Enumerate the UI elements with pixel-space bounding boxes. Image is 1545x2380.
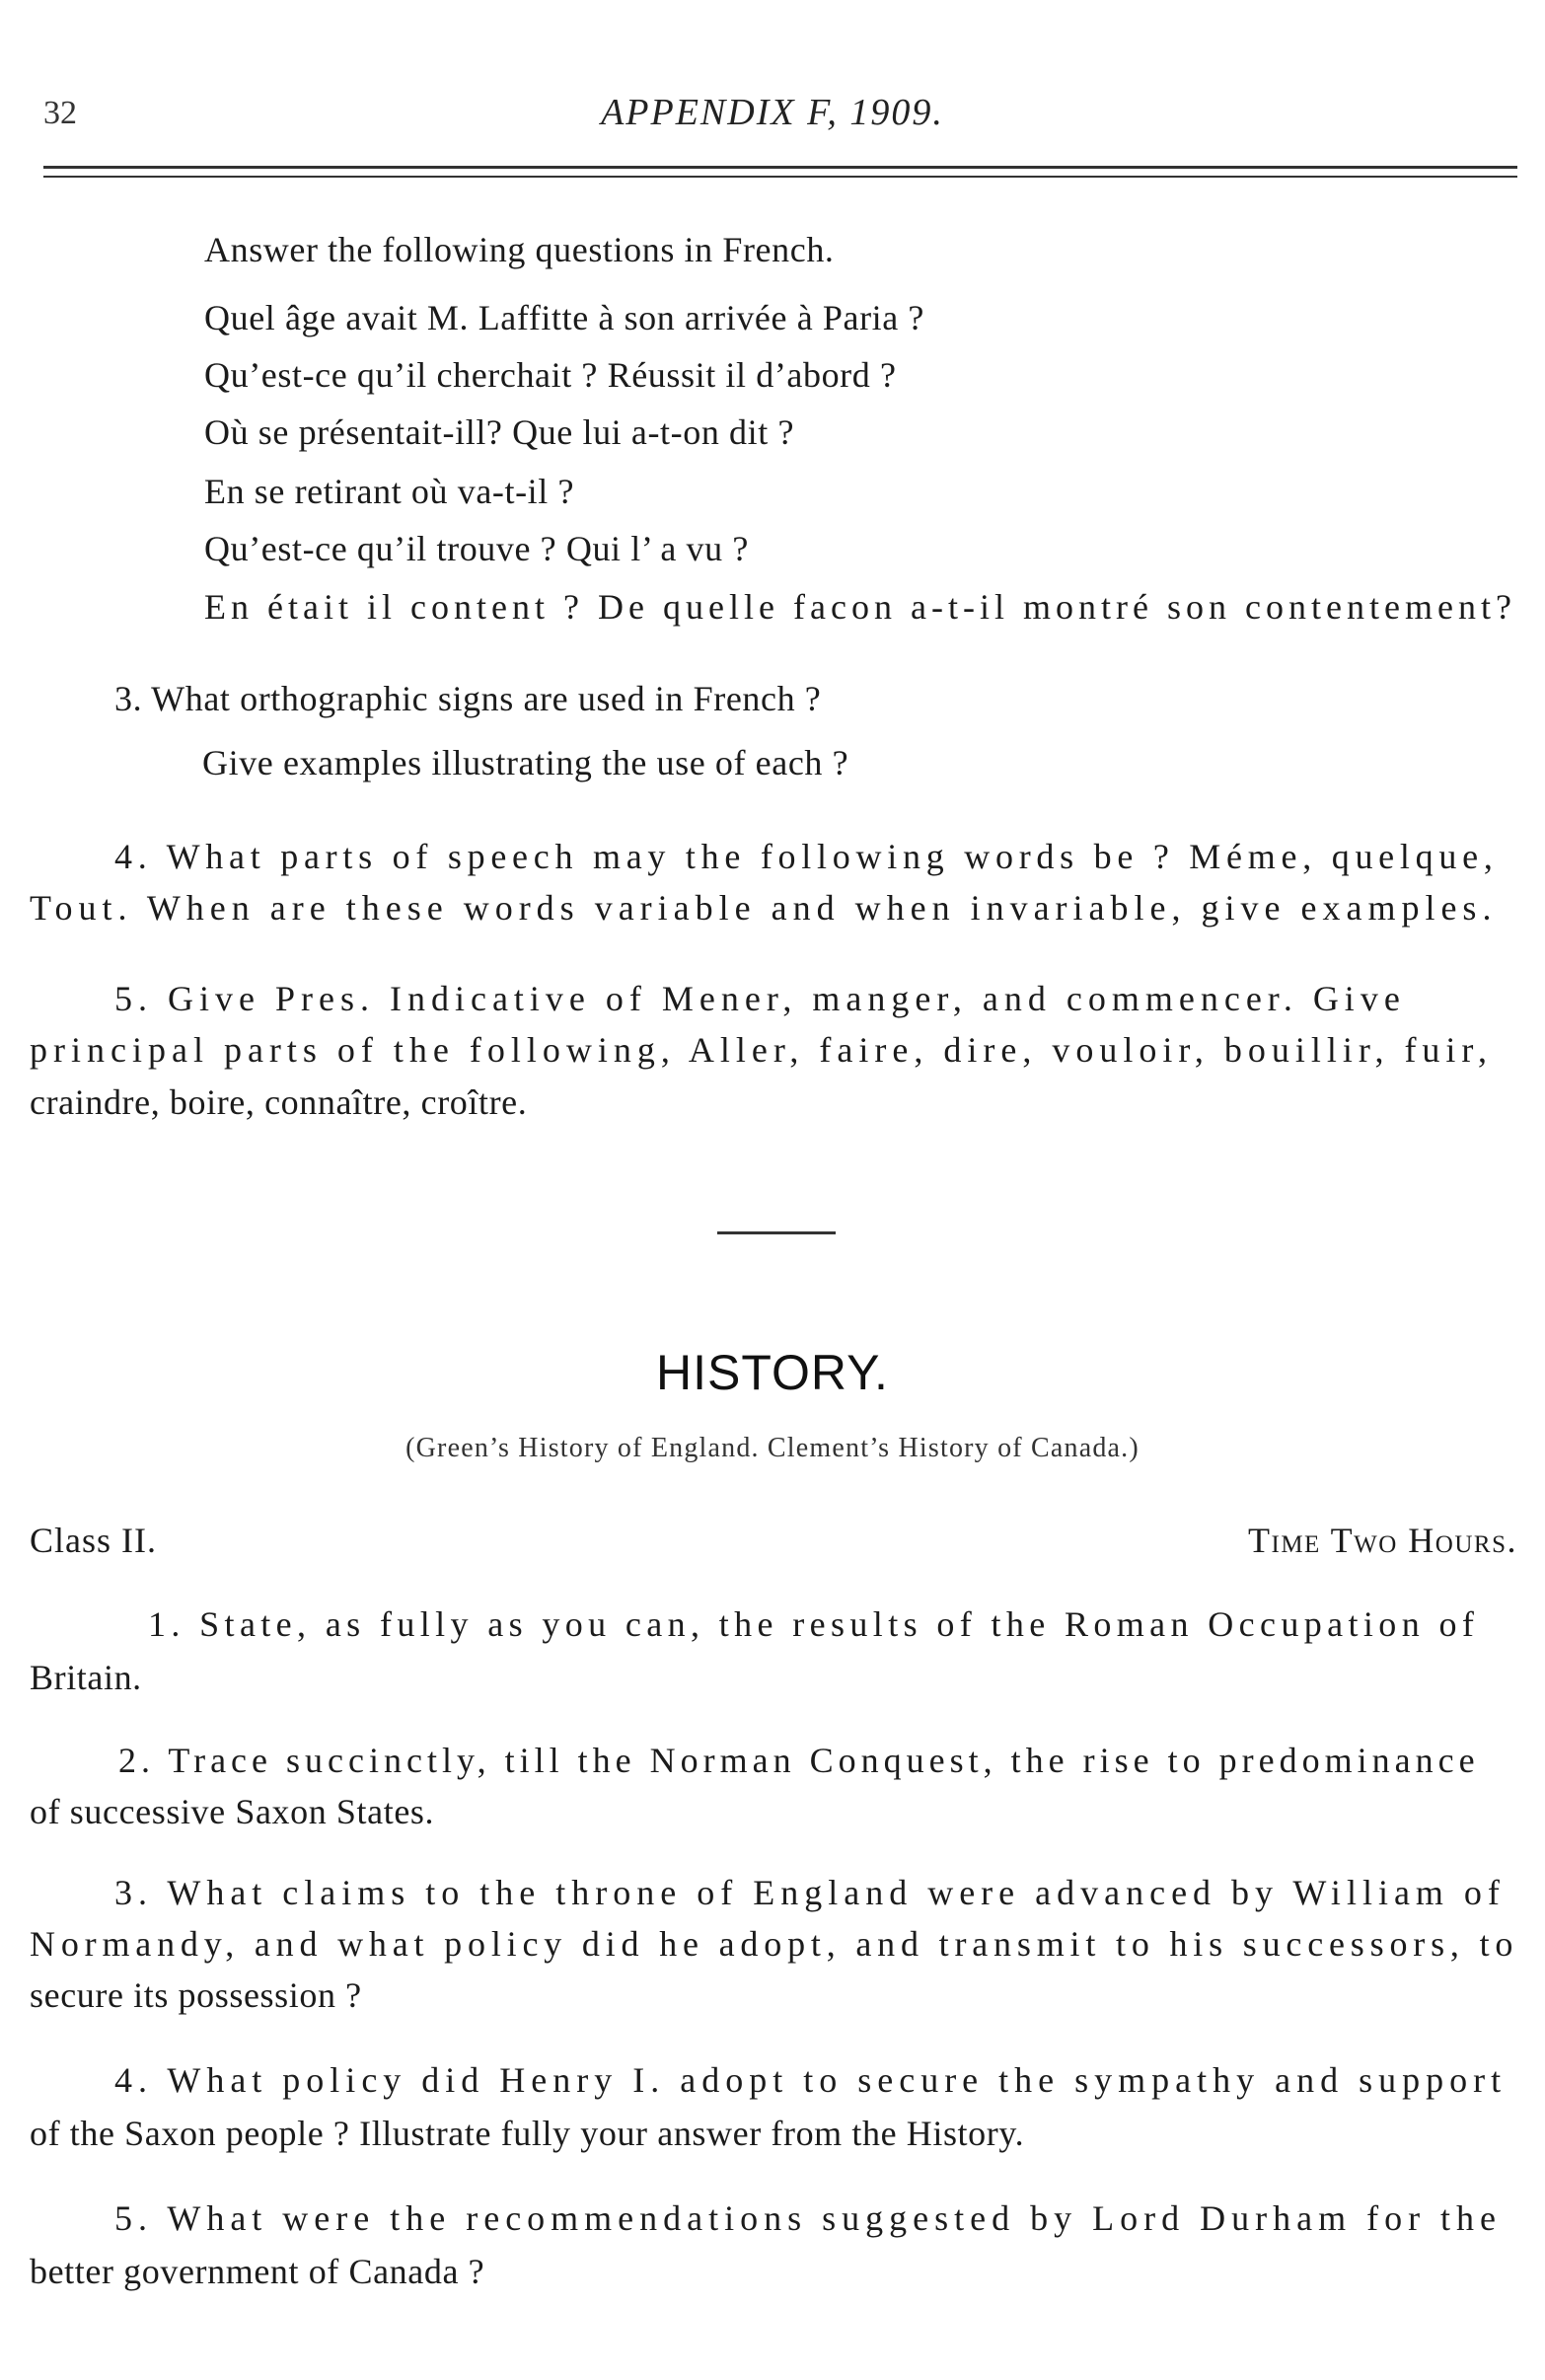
history-question-5-line: better government of Canada ? (30, 2252, 485, 2291)
history-question-5-line: 5. What were the recommendations suggested by Lord Durham for the (114, 2198, 1503, 2238)
time-label: Time Two Hours. (1248, 1521, 1517, 1560)
header-rule (43, 166, 1517, 169)
history-question-1-line: Britain. (30, 1658, 142, 1697)
history-question-4-line: of the Saxon people ? Illustrate fully your answer from the History. (30, 2114, 1025, 2153)
french-question-line: En se retirant où va-t-il ? (204, 472, 575, 511)
french-question-line: Qu’est-ce qu’il cherchait ? Réussit il d’abord ? (204, 355, 897, 395)
question-4-line: 4. What parts of speech may the following words be ? Méme, quelque, (114, 837, 1499, 876)
french-question-line: Qu’est-ce qu’il trouve ? Qui l’ a vu ? (204, 529, 749, 568)
french-instruction: Answer the following questions in French. (204, 230, 835, 269)
running-header: APPENDIX F, 1909. (601, 92, 944, 133)
question-3-line: 3. What orthographic signs are used in French ? (114, 679, 822, 718)
section-divider (717, 1231, 836, 1234)
french-question-line: Où se présentait-ill? Que lui a-t-on dit ? (204, 412, 795, 452)
history-question-3-line: secure its possession ? (30, 1975, 362, 2015)
question-3-line: Give examples illustrating the use of each ? (202, 743, 849, 782)
section-subtitle: (Green’s History of England. Clement’s History of Canada.) (405, 1433, 1140, 1463)
french-question-line: Quel âge avait M. Laffitte à son arrivée à Paria ? (204, 298, 925, 337)
history-question-3-line: 3. What claims to the throne of England were advanced by William of (114, 1873, 1506, 1912)
question-5-line: principal parts of the following, Aller, faire, dire, vouloir, bouillir, fuir, (30, 1030, 1493, 1070)
class-label: Class II. (30, 1521, 157, 1560)
history-question-3-line: Normandy, and what policy did he adopt, and transmit to his successors, to (30, 1924, 1519, 1964)
question-5-line: 5. Give Pres. Indicative of Mener, manger, and commencer. Give (114, 979, 1406, 1018)
history-question-2-line: 2. Trace succinctly, till the Norman Conquest, the rise to predominance (118, 1741, 1480, 1780)
question-5-line: craindre, boire, connaître, croître. (30, 1082, 528, 1122)
question-4-line: Tout. When are these words variable and when invariable, give examples. (30, 888, 1498, 928)
page-number: 32 (43, 95, 77, 131)
history-question-4-line: 4. What policy did Henry I. adopt to secure the sympathy and support (114, 2060, 1508, 2100)
section-title: HISTORY. (656, 1345, 889, 1400)
history-question-1-line: 1. State, as fully as you can, the results of the Roman Occupation of (148, 1604, 1480, 1644)
header-rule-secondary (43, 176, 1517, 178)
history-question-2-line: of successive Saxon States. (30, 1792, 435, 1831)
french-question-line: En était il content ? De quelle facon a-t-il montré son contentement? (204, 587, 1516, 627)
